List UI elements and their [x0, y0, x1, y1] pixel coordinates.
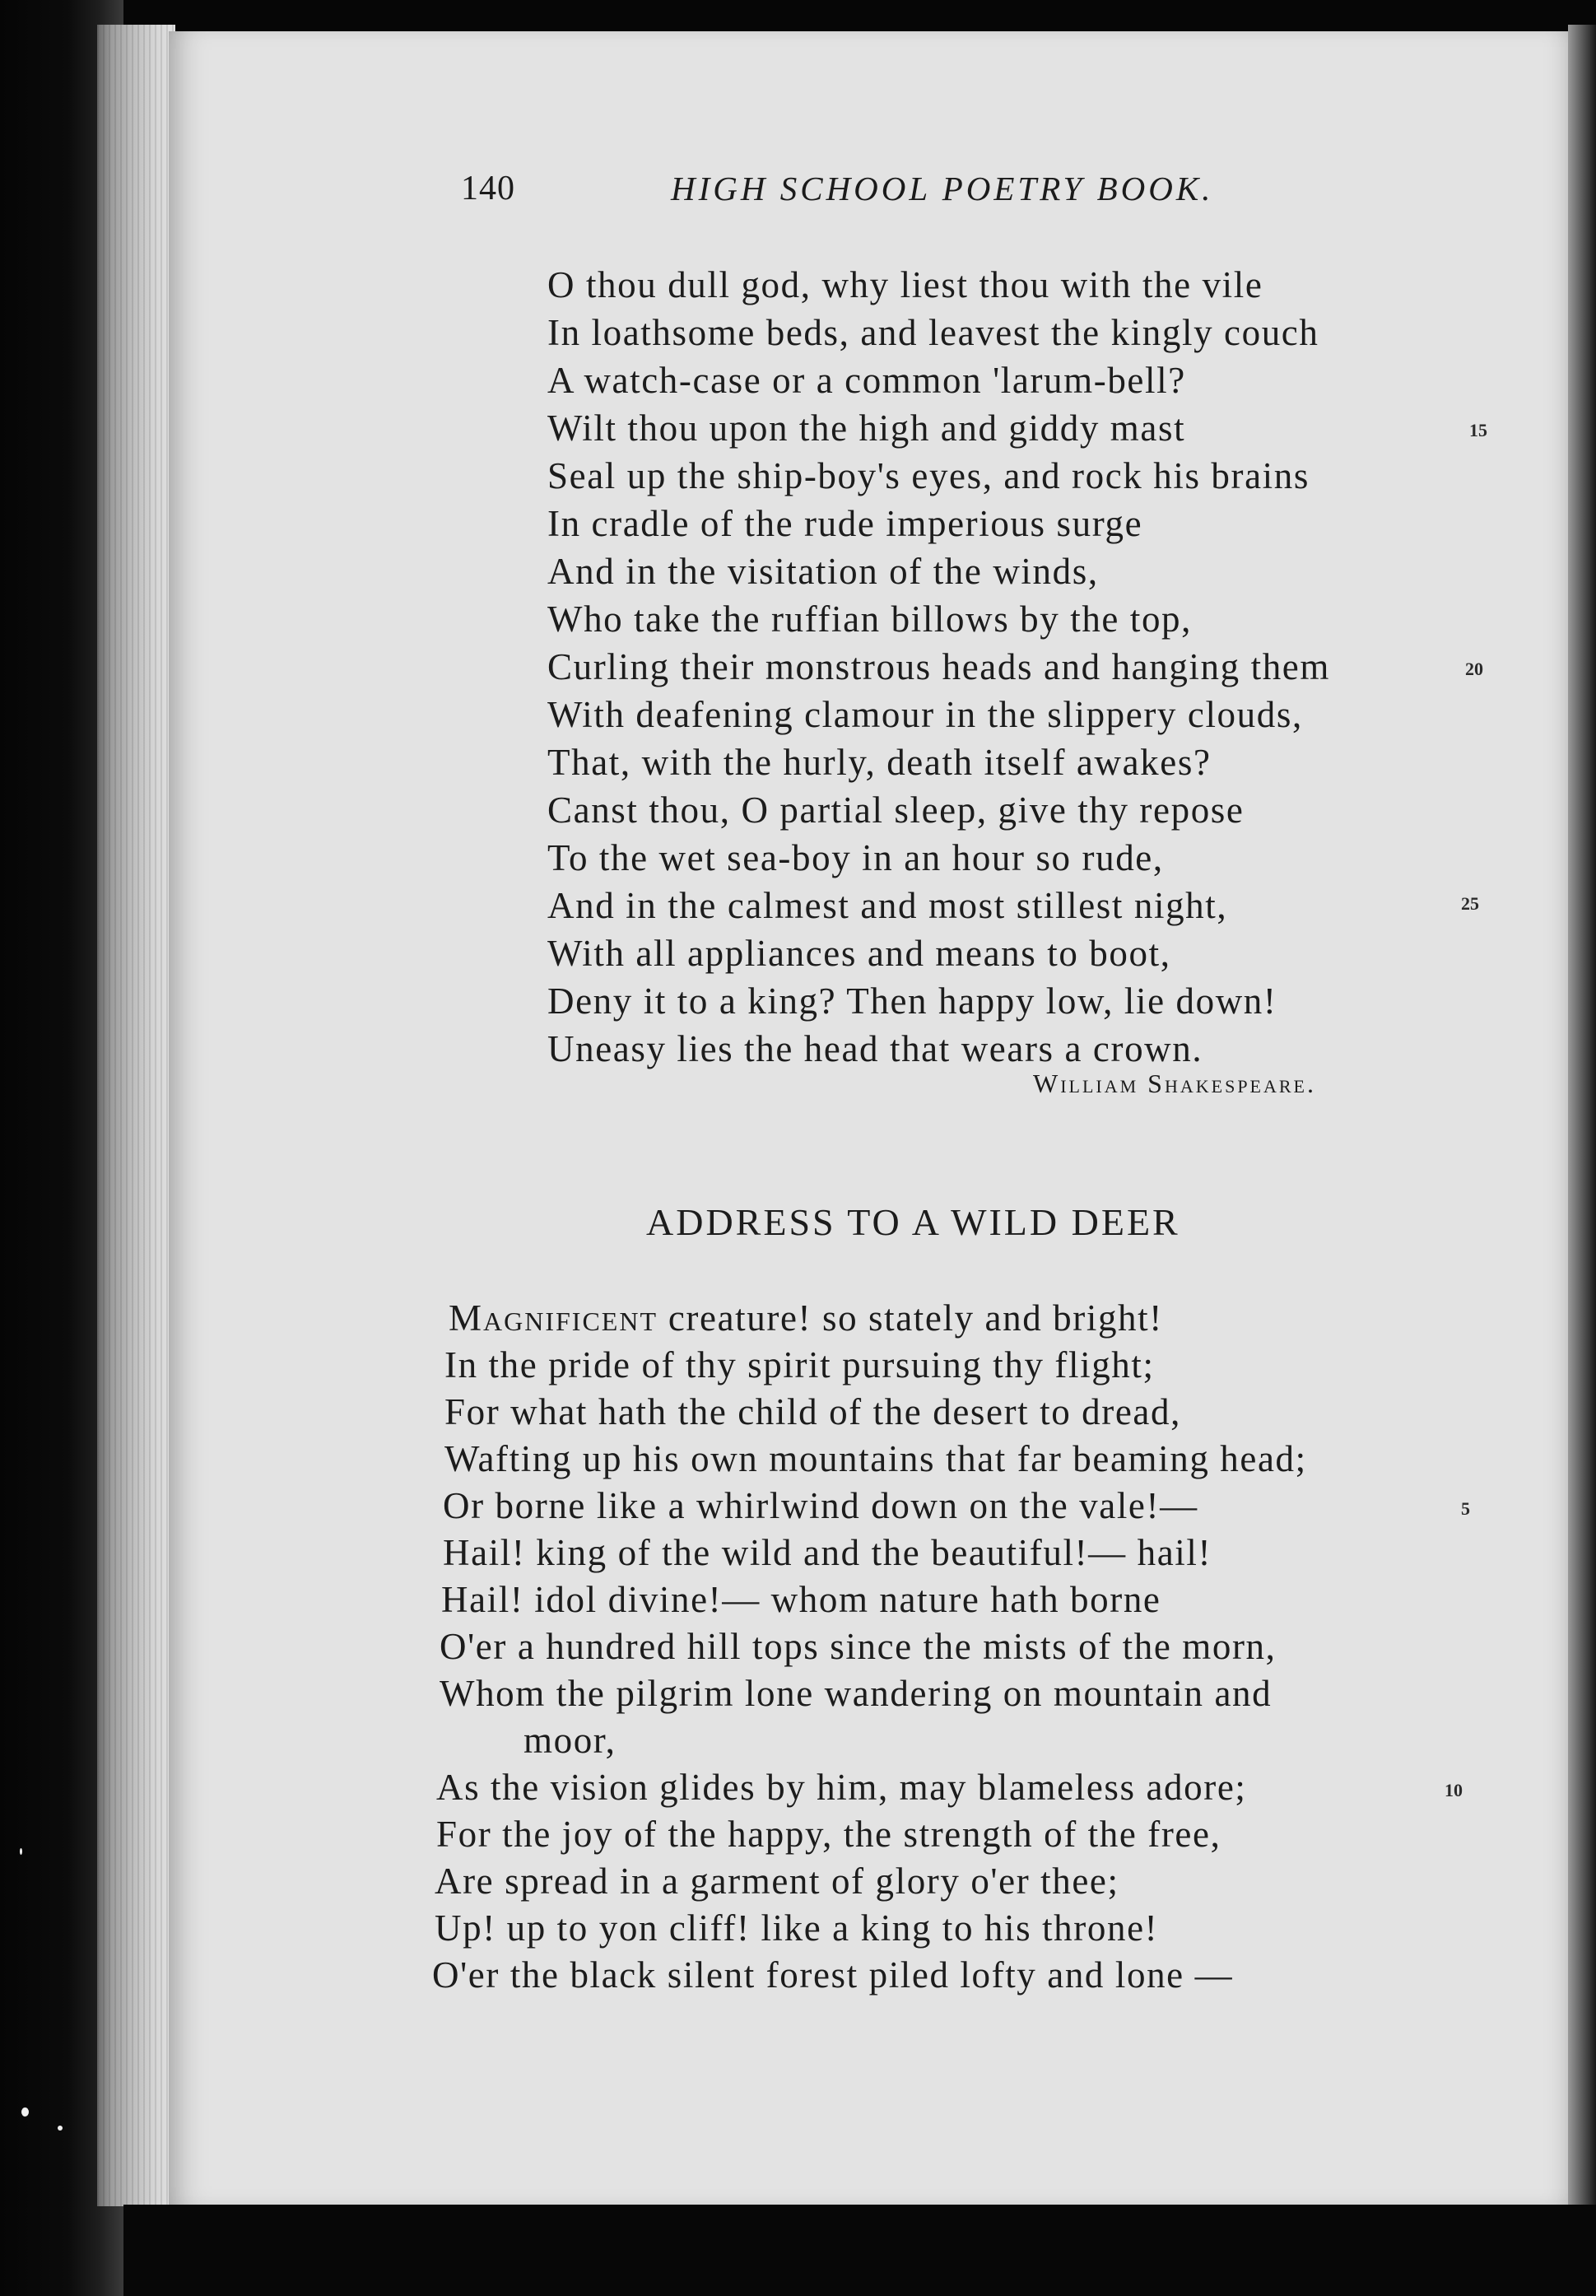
scan-speck: [21, 2107, 29, 2117]
verse-line: Curling their monstrous heads and hanging them: [547, 646, 1330, 687]
verse-line: Seal up the ship-boy's eyes, and rock his brains: [547, 455, 1310, 496]
verse-line: That, with the hurly, death itself awakes?: [547, 742, 1212, 783]
verse-line: Hail! idol divine!— whom nature hath borne: [441, 1579, 1161, 1620]
first-line-rest: creature! so stately and bright!: [658, 1297, 1163, 1339]
verse-line: And in the calmest and most stillest night,: [547, 885, 1228, 926]
verse-line: Up! up to yon cliff! like a king to his throne!: [435, 1907, 1159, 1949]
scan-bottom-margin: [123, 2205, 1596, 2296]
verse-line: With all appliances and means to boot,: [547, 933, 1171, 974]
verse-line: Hail! king of the wild and the beautiful!— hail!: [443, 1532, 1212, 1573]
verse-line-first: [449, 1297, 1163, 1339]
author-attribution: William Shakespeare.: [1033, 1069, 1316, 1098]
book-spine-gutter: [97, 25, 175, 2206]
verse-line: Are spread in a garment of glory o'er thee;: [435, 1861, 1119, 1902]
line-number: 15: [1469, 420, 1487, 440]
verse-line: Canst thou, O partial sleep, give thy repose: [547, 789, 1245, 831]
verse-line: Wafting up his own mountains that far beaming head;: [444, 1438, 1307, 1479]
scan-speck: [20, 1848, 22, 1855]
page-right-edge: [1568, 25, 1596, 2214]
verse-line: O thou dull god, why liest thou with the vile: [547, 264, 1263, 305]
running-header: [461, 169, 1317, 226]
poem-title: ADDRESS TO A WILD DEER: [646, 1201, 1180, 1243]
verse-line: To the wet sea-boy in an hour so rude,: [547, 837, 1164, 878]
verse-line: O'er a hundred hill tops since the mists of the morn,: [440, 1626, 1277, 1667]
line-number: 20: [1465, 659, 1483, 679]
verse-line: And in the visitation of the winds,: [547, 551, 1099, 592]
verse-line: Uneasy lies the head that wears a crown.: [547, 1028, 1203, 1069]
verse-line: Or borne like a whirlwind down on the vale!—: [443, 1485, 1198, 1526]
drop-word: Magnificent: [449, 1297, 658, 1339]
page-number: 140: [461, 170, 515, 207]
running-head-title: HIGH SCHOOL POETRY BOOK.: [671, 170, 1214, 207]
verse-line: Deny it to a king? Then happy low, lie down!: [547, 980, 1277, 1022]
verse-line: Wilt thou upon the high and giddy mast: [547, 408, 1186, 449]
verse-line: In cradle of the rude imperious surge: [547, 503, 1143, 544]
line-number: 25: [1461, 893, 1479, 914]
verse-line-turnover: moor,: [523, 1720, 617, 1761]
verse-line: As the vision glides by him, may blameless adore;: [436, 1767, 1247, 1808]
verse-line: Who take the ruffian billows by the top,: [547, 598, 1193, 640]
verse-line: In loathsome beds, and leavest the kingly couch: [547, 312, 1319, 353]
verse-line: Whom the pilgrim lone wandering on mountain and: [440, 1673, 1273, 1714]
scan-speck: [58, 2126, 63, 2131]
verse-line: With deafening clamour in the slippery clouds,: [547, 694, 1303, 735]
verse-line: For the joy of the happy, the strength of the free,: [436, 1814, 1221, 1855]
verse-line: O'er the black silent forest piled lofty and lone —: [432, 1954, 1234, 1996]
verse-line: A watch-case or a common 'larum-bell?: [547, 360, 1186, 401]
line-number: 5: [1461, 1498, 1470, 1519]
verse-line: For what hath the child of the desert to dread,: [444, 1391, 1181, 1432]
verse-line: In the pride of thy spirit pursuing thy flight;: [444, 1344, 1155, 1386]
line-number: 10: [1445, 1780, 1463, 1800]
